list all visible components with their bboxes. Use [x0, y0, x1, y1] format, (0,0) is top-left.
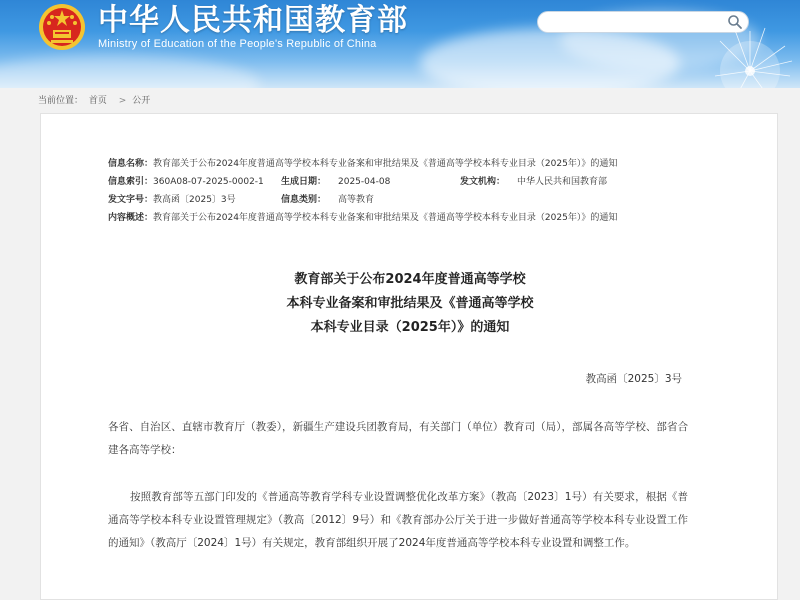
breadcrumb [38, 93, 153, 106]
breadcrumb-home-link[interactable]: 首页 [88, 96, 107, 106]
breadcrumb-public-link[interactable]: 公开 [132, 96, 151, 106]
info-name-label: 信息名称： [108, 159, 154, 169]
document-title [41, 268, 779, 340]
category-label: 信息类别： [281, 195, 327, 205]
national-emblem-icon[interactable] [37, 2, 87, 52]
site-title[interactable]: 中华人民共和国教育部 [98, 3, 408, 38]
document-title-line: 本科专业备案和审批结果及《普通高等学校 [286, 296, 534, 311]
document-number: 教高函〔2025〕3号 [585, 373, 682, 385]
chevron-right-icon: > [118, 96, 127, 106]
site-subtitle: Ministry of Education of the People's Republic of China [98, 38, 377, 50]
cloud-decoration [0, 55, 260, 88]
issuer-label: 发文机构： [460, 177, 506, 187]
doc-no-value: 教高函〔2025〕3号 [153, 195, 236, 205]
summary-label: 内容概述： [108, 213, 154, 223]
category-value: 高等教育 [338, 195, 375, 205]
meta-row-index [108, 173, 617, 191]
index-value: 360A08-07-2025-0002-1 [153, 177, 264, 187]
document-paragraph: 各省、自治区、直辖市教育厅（教委），新疆生产建设兵团教育局，有关部门（单位）教育司（局），部属各高等学校、部省合建各高等学校： [108, 421, 688, 456]
document-metadata [108, 155, 617, 227]
content-panel [40, 113, 778, 600]
meta-row-doc-no [108, 191, 617, 209]
document-title-line: 本科专业目录（2025年）》的通知 [310, 320, 510, 335]
site-header [0, 0, 800, 88]
doc-no-label: 发文字号： [108, 195, 154, 205]
date-label: 生成日期： [281, 177, 327, 187]
date-value: 2025-04-08 [338, 177, 391, 187]
meta-row-info-name [108, 155, 617, 173]
issuer-value: 中华人民共和国教育部 [517, 177, 608, 187]
meta-row-summary [108, 209, 617, 227]
document-paragraph: 按照教育部等五部门印发的《普通高等教育学科专业设置调整优化改革方案》（教高〔2023〕1号）有关要求，根据《普通高等学校本科专业设置管理规定》（教高〔2012〕9号）和《教育部办公厅关于进一步做好普通高等学校本科专业设置工作的通知》（教高厅〔2024〕1号）有关规定，教育部组织开展了2024年度普通高等学校本科专业设置和调整工作。 [108, 491, 688, 549]
summary-value: 教育部关于公布2024年度普通高等学校本科专业备案和审批结果及《普通高等学校本科专业目录（2025年）》的通知 [153, 213, 618, 223]
dandelion-decoration [690, 16, 800, 88]
info-name-value: 教育部关于公布2024年度普通高等学校本科专业备案和审批结果及《普通高等学校本科专业目录（2025年）》的通知 [153, 159, 618, 169]
breadcrumb-prefix: 当前位置： [38, 96, 84, 106]
document-title-line: 教育部关于公布2024年度普通高等学校 [294, 272, 526, 287]
index-label: 信息索引： [108, 177, 154, 187]
